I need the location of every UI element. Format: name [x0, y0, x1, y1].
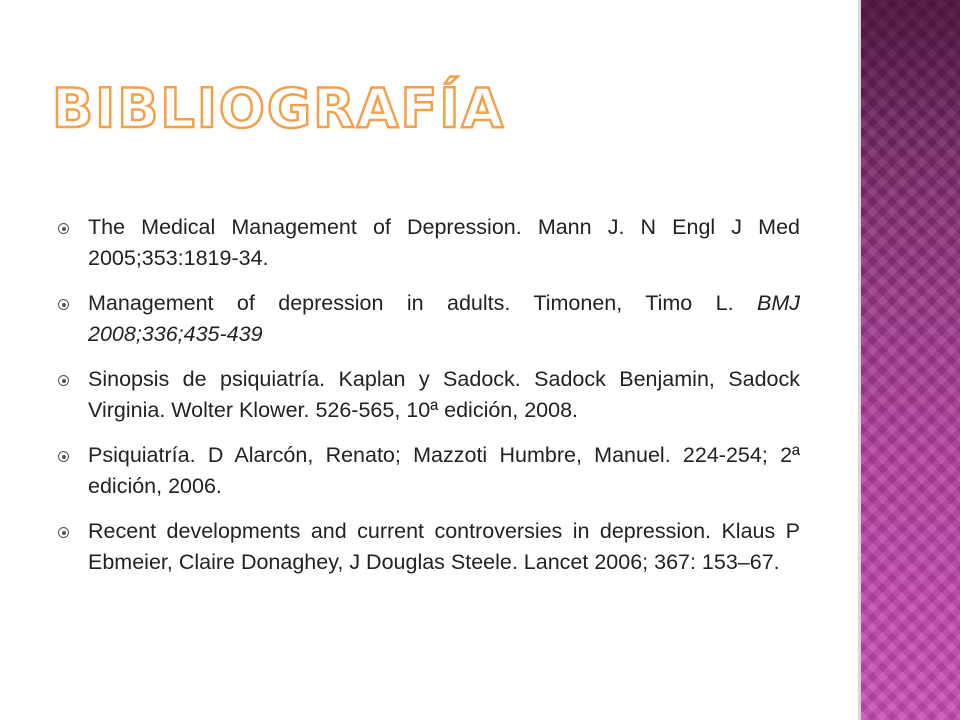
- slide-title: BIBLIOGRAFÍA: [52, 77, 506, 140]
- reference-text: Sinopsis de psiquiatría. Kaplan y Sadock. Sadock Benjamin, Sadock Virginia. Wolter Klower. 526-565, 10ª edición, 2008.: [88, 367, 800, 422]
- reference-item: [56, 516, 800, 578]
- reference-item: [56, 212, 800, 274]
- reference-text: Psiquiatría. D Alarcón, Renato; Mazzoti Humbre, Manuel. 224-254; 2ª edición, 2006.: [88, 443, 800, 498]
- reference-item: [56, 288, 800, 350]
- bullet-icon: [58, 527, 69, 538]
- bullet-icon: [58, 223, 69, 234]
- reference-journal-italic: BMJ 2008;336;435-439: [88, 291, 800, 346]
- decorative-side-band: [858, 0, 960, 720]
- bullet-icon: [58, 375, 69, 386]
- reference-list: [56, 212, 800, 592]
- reference-text: Recent developments and current controversies in depression. Klaus P Ebmeier, Claire Donaghey, J Douglas Steele. Lancet 2006; 367: 153–67.: [88, 519, 800, 574]
- reference-item: [56, 364, 800, 426]
- bullet-icon: [58, 299, 69, 310]
- reference-item: [56, 440, 800, 502]
- reference-text: Management of depression in adults. Timonen, Timo L.: [88, 291, 757, 315]
- bullet-icon: [58, 451, 69, 462]
- reference-text: The Medical Management of Depression. Mann J. N Engl J Med 2005;353:1819-34.: [88, 215, 800, 270]
